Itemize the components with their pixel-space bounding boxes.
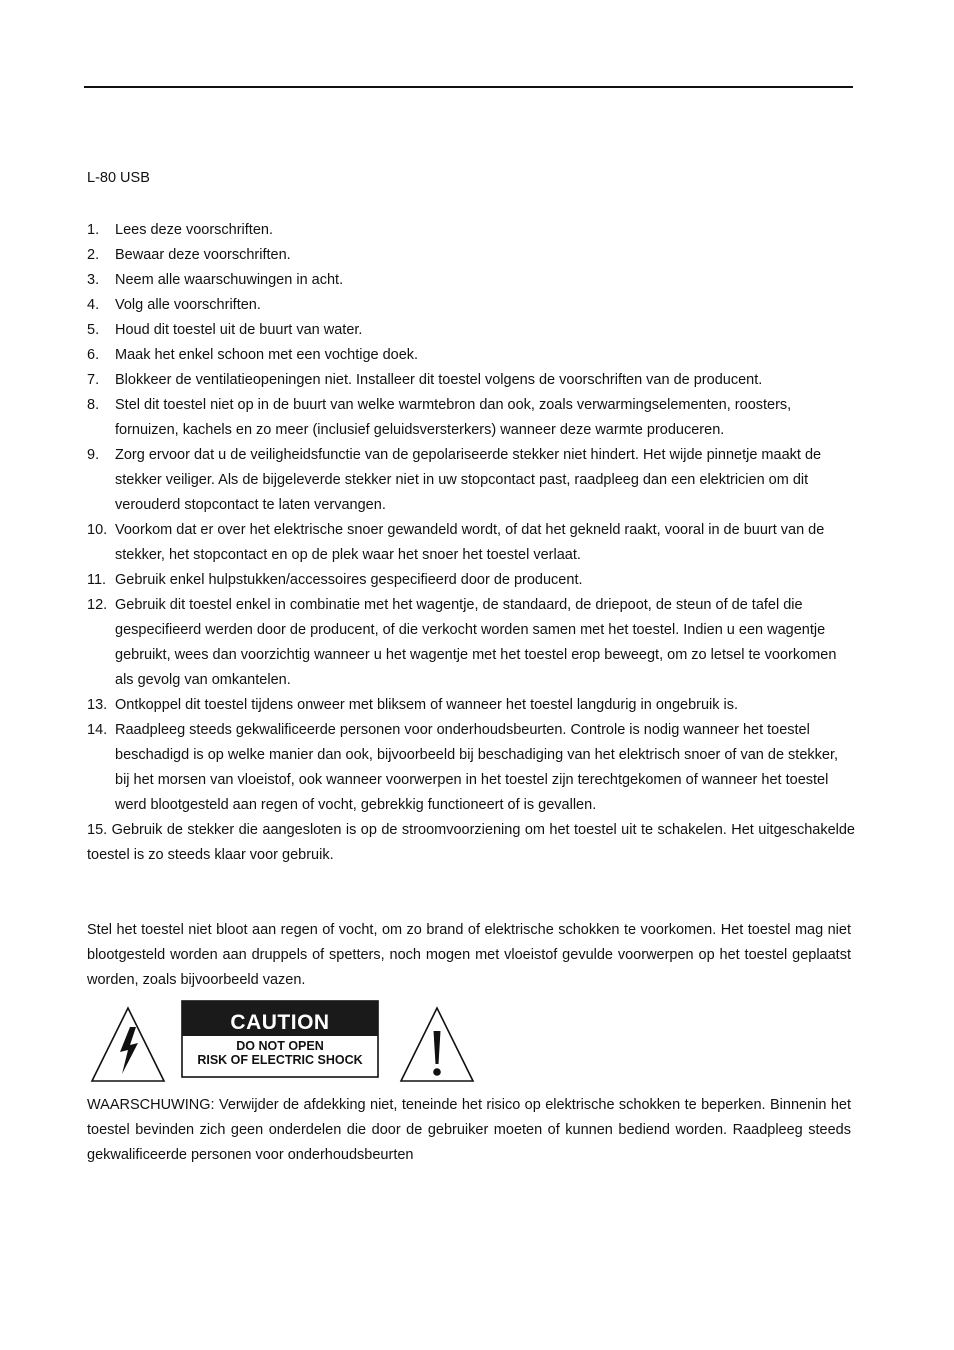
list-item xyxy=(87,343,855,368)
item-number: 4. xyxy=(87,297,100,313)
list-item xyxy=(87,818,855,868)
item-number: 10. xyxy=(87,522,108,538)
list-item xyxy=(87,293,855,318)
item-number: 6. xyxy=(87,347,100,363)
item-number: 3. xyxy=(87,272,100,288)
item-number: 15. xyxy=(87,822,108,838)
caution-line-2: RISK OF ELECTRIC SHOCK xyxy=(197,1053,363,1067)
list-item xyxy=(87,593,855,693)
item-text: Gebruik de stekker die aangesloten is op de stroomvoorziening om het toestel uit te schakelen. Het uitgeschakelde toestel is zo steeds klaar voor gebruik. xyxy=(87,822,855,863)
safety-instructions-list xyxy=(87,218,855,868)
list-item xyxy=(87,318,855,343)
item-number: 5. xyxy=(87,322,100,338)
list-item xyxy=(87,443,855,518)
item-text: Blokkeer de ventilatieopeningen niet. Installeer dit toestel volgens de voorschriften van de producent. xyxy=(115,372,763,388)
cover-warning-paragraph: WAARSCHUWING: Verwijder de afdekking niet, teneinde het risico op elektrische schokken te beperken. Binnenin het toestel bevinden zich geen onderdelen die door de gebruiker moeten of kunnen bediend worden. Raadpleeg steeds gekwalificeerde personen voor onderhoudsbeurten xyxy=(87,1097,851,1163)
item-text: Gebruik dit toestel enkel in combinatie met het wagentje, de standaard, de driepoot, de steun of de tafel die gespecifieerd werden door de producent, of die verkocht worden samen met het toestel. Indien u een wagentje gebruikt, wees dan voorzichtig wanneer u het wagentje met het toestel erop beweegt, om zo letsel te voorkomen als gevolg van omkantelen. xyxy=(115,597,837,688)
list-item xyxy=(87,393,855,443)
item-number: 13. xyxy=(87,697,108,713)
item-text: Ontkoppel dit toestel tijdens onweer met bliksem of wanneer het toestel langdurig in ongebruik is. xyxy=(115,697,739,713)
exclamation-warning-icon xyxy=(401,1008,473,1081)
header-rule xyxy=(84,86,853,88)
item-number: 14. xyxy=(87,722,108,738)
item-text: Stel dit toestel niet op in de buurt van welke warmtebron dan ook, zoals verwarmingselementen, roosters, fornuizen, kachels en zo meer (inclusief geluidsversterkers) wanneer deze warmte produceren. xyxy=(115,397,792,438)
item-text: Maak het enkel schoon met een vochtige doek. xyxy=(115,347,419,363)
item-text: Volg alle voorschriften. xyxy=(115,297,261,313)
item-number: 11. xyxy=(87,572,107,588)
caution-line-1: DO NOT OPEN xyxy=(236,1039,324,1053)
item-number: 2. xyxy=(87,247,100,263)
list-item xyxy=(87,243,855,268)
item-number: 12. xyxy=(87,597,108,613)
item-text: Lees deze voorschriften. xyxy=(115,222,273,238)
caution-title: CAUTION xyxy=(230,1011,330,1034)
list-item xyxy=(87,368,855,393)
item-text: Raadpleeg steeds gekwalificeerde personen voor onderhoudsbeurten. Controle is nodig wanneer het toestel beschadigd is op welke manier dan ook, bijvoorbeeld bij beschadiging van het elektrisch snoer of van de stekker, bij het morsen van vloeistof, ook wanneer voorwerpen in het toestel zijn terechtgekomen of wanneer het toestel werd blootgesteld aan regen of vocht, gebrekkig functioneert of is gevallen. xyxy=(115,722,839,813)
item-text: Gebruik enkel hulpstukken/accessoires gespecifieerd door de producent. xyxy=(115,572,583,588)
list-item xyxy=(87,693,855,718)
item-number: 1. xyxy=(87,222,100,238)
item-text: Bewaar deze voorschriften. xyxy=(115,247,291,263)
list-item xyxy=(87,218,855,243)
warning-symbols xyxy=(87,997,479,1085)
item-number: 8. xyxy=(87,397,100,413)
list-item xyxy=(87,518,855,568)
rain-warning-paragraph: Stel het toestel niet bloot aan regen of vocht, om zo brand of elektrische schokken te voorkomen. Het toestel mag niet blootgesteld worden aan druppels of spetters, noch mogen met vloeistof gevulde voorwerpen op het toestel geplaatst worden, zoals bijvoorbeeld vazen. xyxy=(87,922,851,988)
item-text: Voorkom dat er over het elektrische snoer gewandeld wordt, of dat het gekneld raakt, vooral in de buurt van de stekker, het stopcontact en op de plek waar het snoer het toestel verlaat. xyxy=(115,522,825,563)
item-number: 9. xyxy=(87,447,100,463)
item-number: 7. xyxy=(87,372,100,388)
caution-label xyxy=(182,1001,378,1077)
item-text: Houd dit toestel uit de buurt van water. xyxy=(115,322,363,338)
item-text: Neem alle waarschuwingen in acht. xyxy=(115,272,344,288)
lightning-warning-icon xyxy=(92,1008,164,1081)
list-item xyxy=(87,568,855,593)
list-item xyxy=(87,718,855,818)
model-name: L-80 USB xyxy=(87,170,150,186)
list-item xyxy=(87,268,855,293)
item-text: Zorg ervoor dat u de veiligheidsfunctie van de gepolariseerde stekker niet hindert. Het wijde pinnetje maakt de stekker veiliger. Als de bijgeleverde stekker niet in uw stopcontact past, raadpleeg dan een elektricien om dit verouderd stopcontact te laten vervangen. xyxy=(115,447,822,513)
